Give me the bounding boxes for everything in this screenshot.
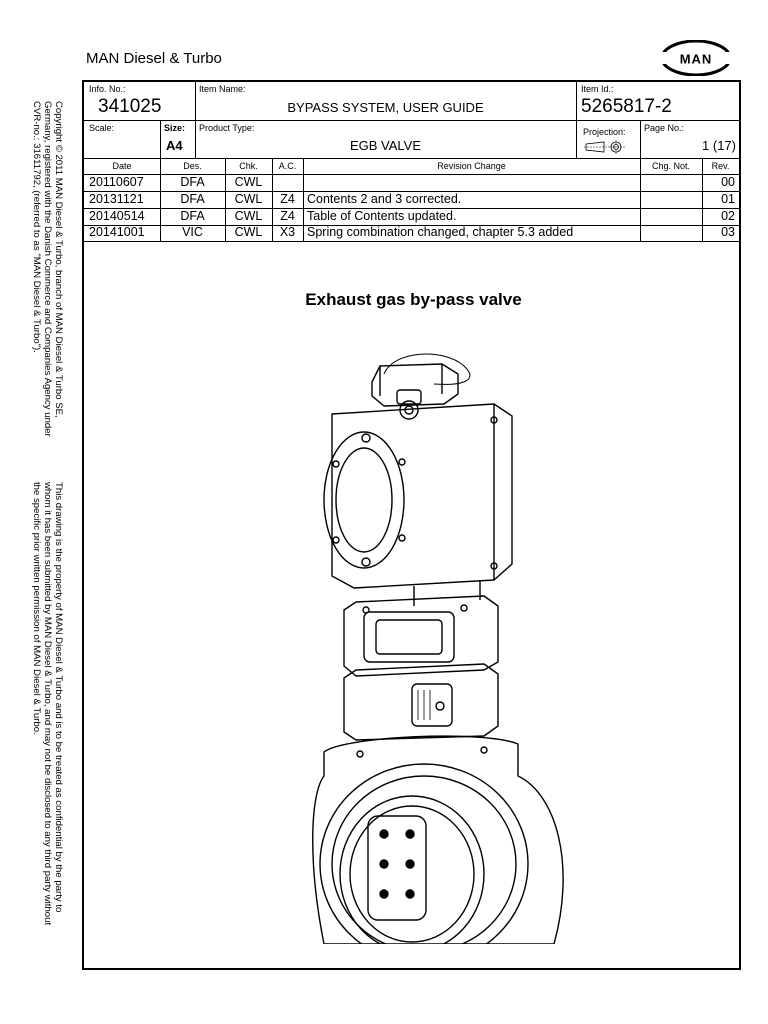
rev-header-date: Date [112,161,132,171]
item-name-label: Item Name: [199,84,246,94]
property-notice [30,482,64,925]
drawing-frame [82,80,741,970]
grid-line [640,120,641,158]
rev-date: 20110607 [89,175,144,189]
valve-drawing [284,344,584,944]
drawing-title: Exhaust gas by-pass valve [305,290,522,309]
projection-label: Projection: [583,127,626,137]
rev-date: 20131121 [89,192,144,206]
projection-symbol-icon [584,140,626,154]
product-type-label: Product Type: [199,123,255,133]
rev-header-des: Des. [183,161,202,171]
company-name: MAN Diesel & Turbo [86,50,222,67]
info-no-value: 341025 [98,96,162,117]
copyright-line: Copyright © 2011 MAN Diesel & Turbo, branch of MAN Diesel & Turbo SE, [53,101,64,418]
size-label: Size: [164,123,186,133]
logo-text: MAN [679,51,713,67]
rev-header-rev: Rev. [711,161,730,171]
rev-date: 20141001 [89,225,145,239]
rev-chk: CWL [234,192,263,206]
rev-header-ac: A.C. [278,161,297,171]
property-line: the specific prior written permission of MAN Diesel & Turbo. [30,482,42,735]
rev-header-chg-not: Chg. Not. [651,161,691,171]
rev-ac: Z4 [280,192,295,206]
rev-des: DFA [180,209,205,223]
item-id-value: 5265817-2 [581,96,672,117]
rev-change: Table of Contents updated. [307,209,457,223]
rev-header-change: Revision Change [437,161,506,171]
item-id-label: Item Id.: [581,84,614,94]
copyright-notice [30,101,64,437]
rev-date: 20140514 [89,209,145,223]
rev-header-chk: Chk. [239,161,258,171]
property-line: whom it has been submitted by MAN Diesel & Turbo, and may not be disclosed to any third party without [41,482,53,926]
product-type-value: EGB VALVE [349,138,422,153]
grid-line [576,82,577,158]
copyright-line: Germany, registered with the Danish Commerce and Companies Agency under [41,101,53,437]
rev-number: 00 [721,175,735,189]
grid-line [84,241,739,242]
rev-number: 02 [721,209,735,223]
rev-des: DFA [180,192,205,206]
rev-chk: CWL [234,175,263,189]
rev-chk: CWL [234,209,263,223]
size-value: A4 [166,138,183,153]
item-name-value: BYPASS SYSTEM, USER GUIDE [287,100,484,115]
rev-ac: Z4 [280,209,295,223]
copyright-line: CVR-no.: 31611792, (referred to as "MAN Diesel & Turbo"). [30,101,42,353]
rev-change: Spring combination changed, chapter 5.3 added [307,225,574,239]
man-logo [658,40,734,76]
rev-des: VIC [182,225,203,239]
legal-sidebar [0,0,80,1024]
rev-number: 03 [721,225,735,239]
rev-chk: CWL [234,225,263,239]
info-no-label: Info. No.: [89,84,126,94]
rev-number: 01 [721,192,735,206]
grid-line [160,120,161,158]
page-no-value: 1 (17) [702,138,736,153]
rev-des: DFA [180,175,205,189]
rev-change: Contents 2 and 3 corrected. [307,192,462,206]
property-line: This drawing is the property of MAN Diesel & Turbo and is to be treated as confidential by the party to [53,482,64,913]
page-no-label: Page No.: [644,123,685,133]
scale-label: Scale: [89,123,115,133]
rev-ac: X3 [279,225,296,239]
